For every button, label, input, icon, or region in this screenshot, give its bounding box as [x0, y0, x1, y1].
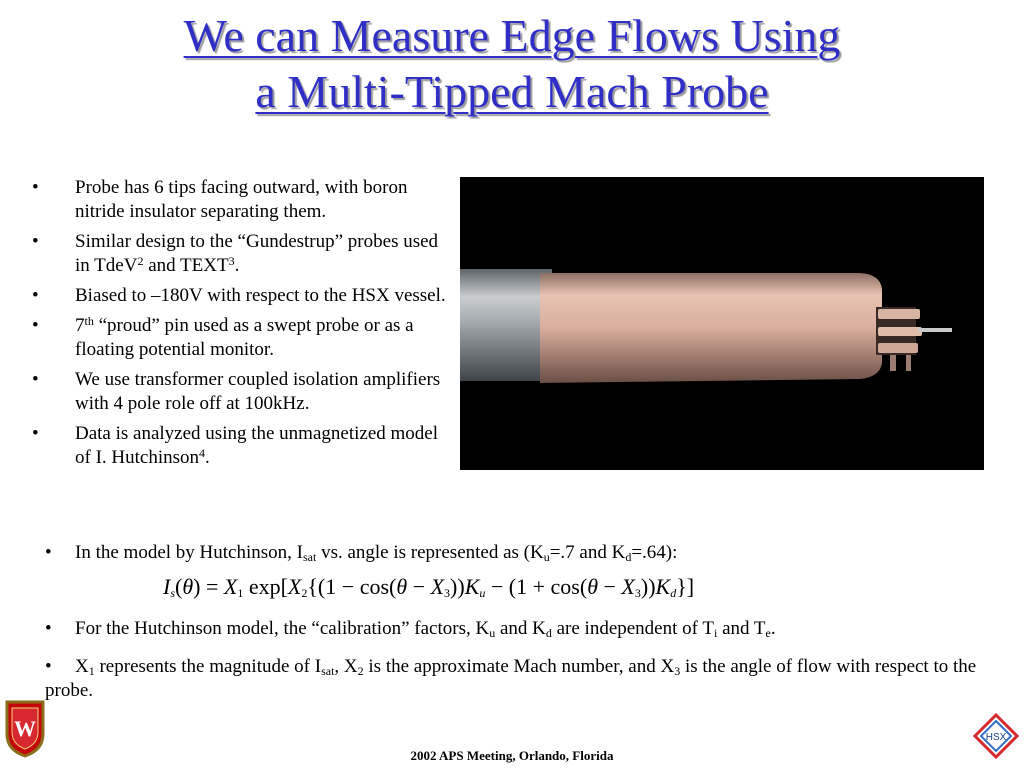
- bullet-text: .: [234, 255, 240, 276]
- formula-symbol: θ: [182, 574, 194, 599]
- calibration-text: .: [770, 618, 776, 639]
- bullet-glyph: •: [45, 542, 52, 563]
- formula-symbol: cos: [550, 574, 580, 599]
- represents-bullet: [45, 655, 985, 703]
- model-text: vs. angle is represented as (K: [316, 542, 544, 563]
- bullet-text: Data is analyzed using the unmagnetized model of I. Hutchinson: [75, 423, 438, 468]
- formula-symbol: K: [464, 574, 480, 599]
- probe-tip: [878, 327, 922, 336]
- proud-pin: [918, 328, 952, 332]
- subscript: i: [713, 626, 718, 640]
- formula-symbol: exp: [248, 574, 281, 599]
- formula-symbol: K: [655, 574, 671, 599]
- probe-photo: [460, 177, 984, 470]
- represents-text: is the angle of flow with respect to the probe.: [45, 656, 977, 701]
- bullet-glyph: •: [32, 315, 39, 336]
- bullet-glyph: •: [32, 423, 39, 444]
- represents-text: , X: [334, 656, 358, 677]
- model-bullet: [45, 541, 985, 565]
- bullet-item: [30, 284, 450, 308]
- subscript: d: [545, 626, 552, 640]
- bullet-text: Probe has 6 tips facing outward, with boron nitride insulator separating them.: [75, 177, 408, 222]
- formula-symbol: d: [670, 586, 677, 600]
- formula-symbol: s: [170, 586, 175, 600]
- slide-title: [0, 8, 1024, 120]
- slide-footer: 2002 APS Meeting, Orlando, Florida: [410, 748, 614, 763]
- bullet-list: [30, 176, 450, 476]
- bullet-text: .: [205, 447, 210, 468]
- formula-symbol: θ: [396, 574, 408, 599]
- formula-symbol: X: [223, 574, 238, 599]
- formula-symbol: 1: [237, 586, 244, 600]
- formula-symbol: 3: [634, 586, 641, 600]
- hsx-logo-text: HSX: [985, 732, 1007, 743]
- formula-symbol: X: [287, 574, 302, 599]
- model-text: =.64):: [631, 542, 678, 563]
- bullet-item: [30, 176, 450, 224]
- formula-symbol: 1: [516, 574, 528, 599]
- bullet-glyph: •: [32, 231, 39, 252]
- subscript: 2: [357, 664, 364, 678]
- bullet-item: [30, 230, 450, 278]
- subscript: 3: [674, 664, 681, 678]
- formula-symbol: 2: [301, 586, 308, 600]
- bullet-glyph: •: [45, 618, 52, 639]
- calibration-text: and T: [717, 618, 766, 639]
- formula-symbol: cos: [359, 574, 390, 599]
- subscript: e: [765, 626, 771, 640]
- bullet-text: Similar design to the “Gundestrup” probes used in TdeV: [75, 231, 439, 276]
- subscript: sat: [321, 664, 335, 678]
- bullet-text: and TEXT: [143, 255, 229, 276]
- probe-tip: [906, 355, 911, 371]
- calibration-text: For the Hutchinson model, the “calibration” factors, K: [75, 618, 490, 639]
- subscript: u: [543, 550, 550, 564]
- bullet-item: [30, 314, 450, 362]
- probe-shaft: [460, 269, 552, 381]
- formula-symbol: I: [163, 574, 171, 599]
- bullet-text: “proud” pin used as a swept probe or as a floating potential monitor.: [75, 315, 414, 360]
- svg-text:W: W: [14, 716, 36, 741]
- formula-symbol: u: [479, 586, 486, 600]
- bullet-glyph: •: [32, 177, 39, 198]
- bullet-glyph: •: [32, 369, 39, 390]
- model-text: =.7 and K: [549, 542, 626, 563]
- bullet-item: [30, 422, 450, 470]
- superscript: 2: [137, 254, 144, 268]
- probe-illustration: [460, 177, 984, 470]
- represents-text: X: [75, 656, 89, 677]
- bullet-text: Biased to –180V with respect to the HSX vessel.: [75, 285, 446, 306]
- formula-symbol: 3: [444, 586, 451, 600]
- bullet-text: We use transformer coupled isolation amplifiers with 4 pole role off at 100kHz.: [75, 369, 441, 414]
- superscript: 4: [199, 446, 206, 460]
- bullet-text: 7: [75, 315, 85, 336]
- model-text: In the model by Hutchinson, I: [75, 542, 303, 563]
- subscript: 1: [88, 664, 95, 678]
- bullet-glyph: •: [32, 285, 39, 306]
- hsx-emblem-icon: [972, 712, 1020, 760]
- formula-symbol: 1: [325, 574, 337, 599]
- subscript: d: [625, 550, 632, 564]
- represents-text: represents the magnitude of I: [94, 656, 322, 677]
- formula-symbol: X: [621, 574, 635, 599]
- subscript: sat: [302, 550, 317, 564]
- subscript: u: [489, 626, 496, 640]
- calibration-text: are independent of T: [551, 618, 714, 639]
- calibration-text: and K: [495, 618, 546, 639]
- bullet-glyph: •: [45, 656, 52, 677]
- probe-tip: [878, 343, 918, 353]
- probe-tip: [890, 355, 896, 371]
- formula-symbol: X: [430, 574, 445, 599]
- title-line-2: a Multi-Tipped Mach Probe: [255, 66, 769, 117]
- probe-tip: [878, 309, 920, 319]
- superscript: 3: [228, 254, 235, 268]
- hsx-logo: [972, 712, 1020, 760]
- hutchinson-formula: $I_s(\theta) = X_1$ $\exp[X_2\{(1 - \cos(\theta - X_3))K_u - (1 + \cos(\theta - X_3))K_d\}]$: [163, 574, 695, 600]
- formula-symbol: θ: [587, 574, 598, 599]
- calibration-bullet: [45, 617, 985, 641]
- superscript: th: [84, 314, 94, 328]
- probe-sleeve: [540, 273, 882, 383]
- bullet-item: [30, 368, 450, 416]
- title-line-1: We can Measure Edge Flows Using: [183, 10, 841, 61]
- represents-text: is the approximate Mach number, and X: [363, 656, 675, 677]
